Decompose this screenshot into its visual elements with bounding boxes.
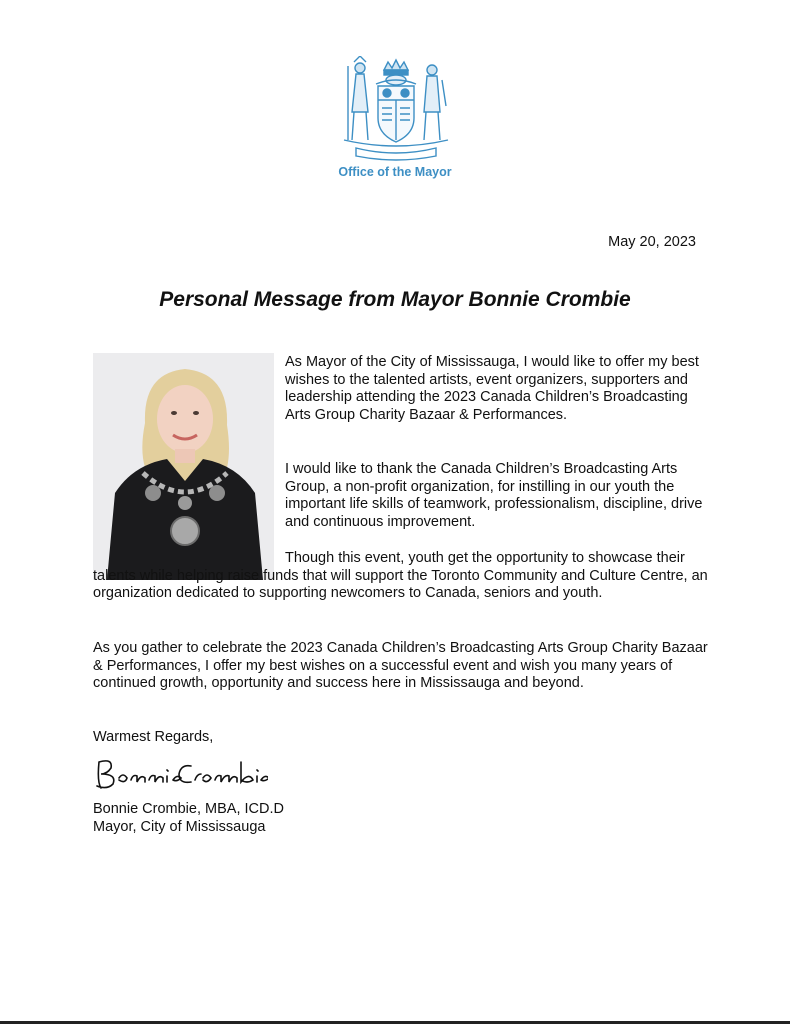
paragraph-3-part-1: Though this event, youth get the opportunity to showcase their talents while helping raise funds that will support the — [93, 550, 685, 584]
paragraph-1: As Mayor of the City of Mississauga, I would like to offer my best wishes to the talented artists, event organizers, supporters and leadership attending the 2023 Canada Children’s Broadcasting Arts Group Charity Bazaar & Performances. — [285, 354, 699, 423]
handwritten-signature — [93, 752, 268, 792]
mayor-portrait-photo — [93, 353, 274, 580]
paragraph-3 — [93, 550, 713, 603]
paragraph-3-part-2: Toronto Community and Culture Centre, an organization dedicated to supporting newcomers to Canada, seniors and youth. — [93, 567, 708, 601]
signer-name: Bonnie Crombie, MBA, ICD.D — [93, 801, 284, 817]
city-crest-logo — [336, 56, 456, 164]
closing-salutation: Warmest Regards, — [93, 729, 214, 745]
office-name: Office of the Mayor — [338, 165, 452, 179]
paragraph-2: I would like to thank the Canada Children’s Broadcasting Arts Group, a non-profit organization, for instilling in our youth the important life skills of teamwork, professionalism, discipline, drive and continuous improvement. — [285, 461, 703, 530]
letter-date: May 20, 2023 — [608, 234, 696, 250]
paragraph-4: As you gather to celebrate the 2023 Canada Children’s Broadcasting Arts Group Charity Bazaar & Performances, I offer my best wishes on a successful event and wish you many years of continued growth, opportunity and success here in Mississauga and beyond. — [93, 640, 708, 691]
letter-title: Personal Message from Mayor Bonnie Crombie — [159, 288, 631, 311]
signer-title: Mayor, City of Mississauga — [93, 819, 266, 835]
